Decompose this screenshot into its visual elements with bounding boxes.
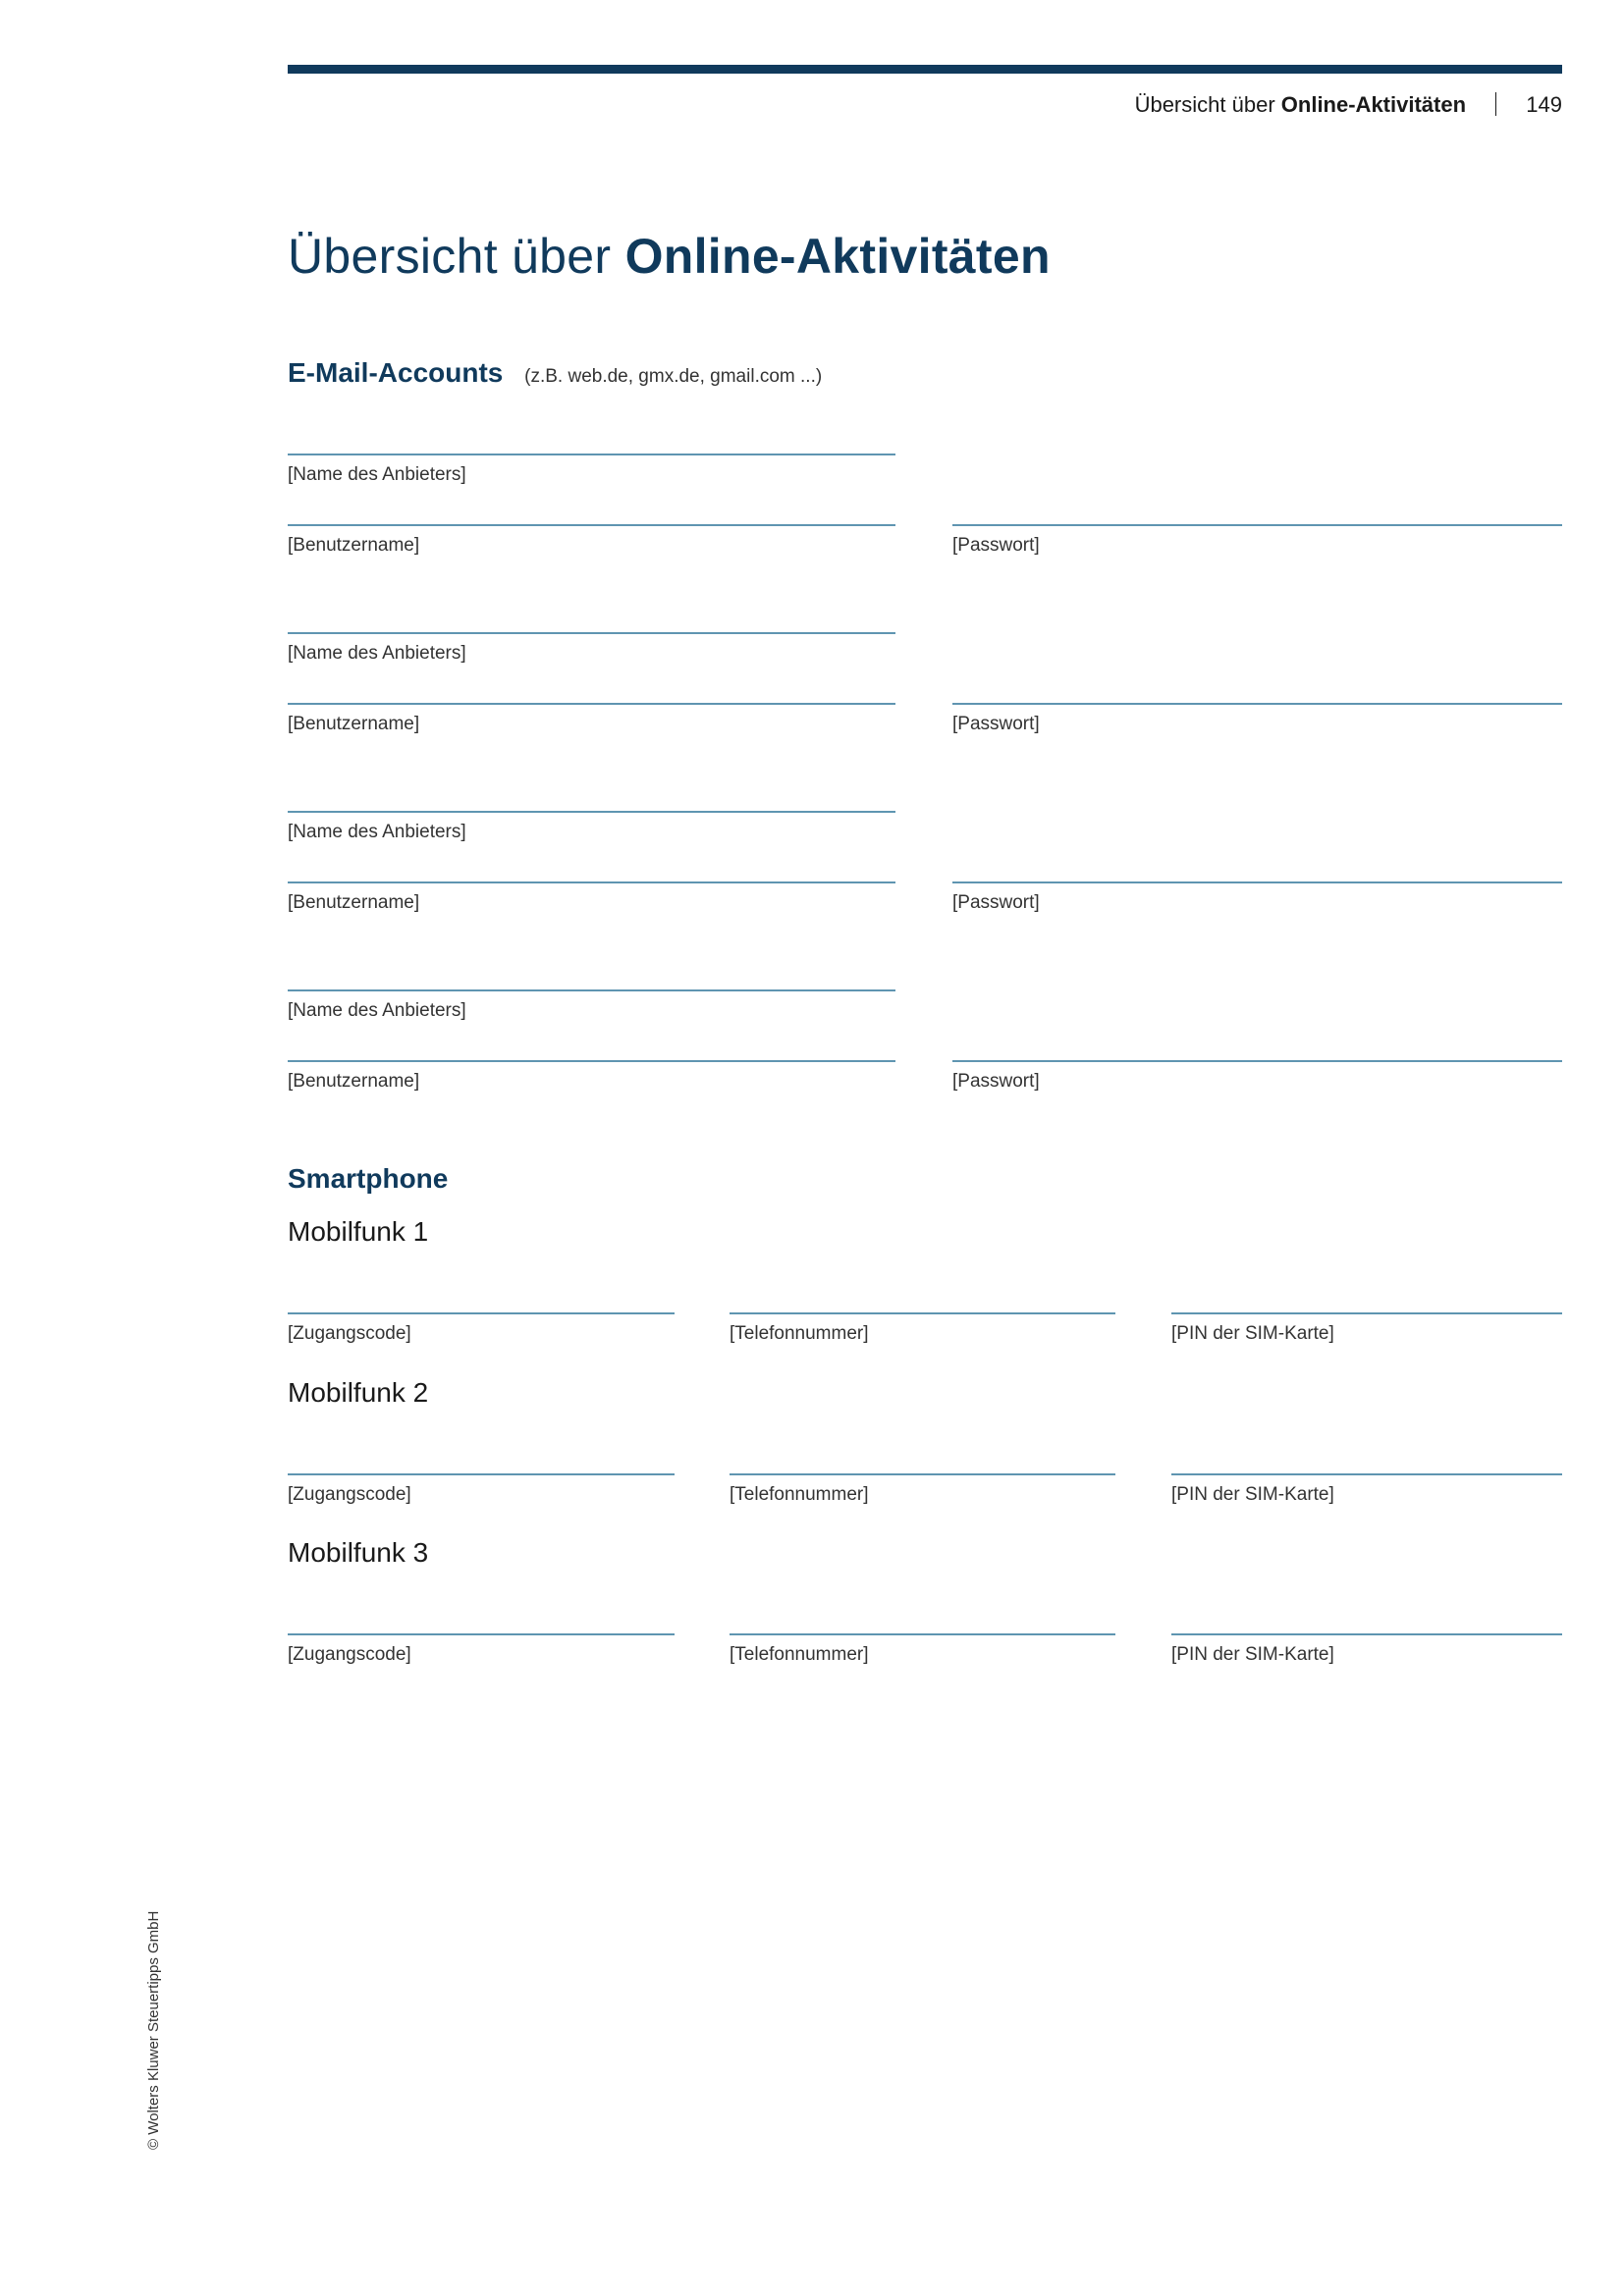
access-code-label: [Zugangscode] — [288, 1644, 411, 1665]
pin-label: [PIN der SIM-Karte] — [1171, 1484, 1334, 1505]
email-4-password-field[interactable] — [952, 1060, 1562, 1093]
mobile-3-pin-field[interactable] — [1171, 1633, 1562, 1666]
write-line — [288, 1633, 675, 1635]
email-1-username-field[interactable] — [288, 524, 895, 557]
mobile-1-access-code-field[interactable] — [288, 1312, 675, 1345]
provider-label: [Name des Anbieters] — [288, 1000, 466, 1021]
top-rule — [288, 65, 1562, 74]
provider-label: [Name des Anbieters] — [288, 643, 466, 664]
email-2-password-field[interactable] — [952, 703, 1562, 735]
write-line — [288, 1060, 895, 1062]
username-label: [Benutzername] — [288, 714, 420, 734]
running-header — [1135, 92, 1562, 118]
email-2-provider-field[interactable] — [288, 632, 895, 665]
password-label: [Passwort] — [952, 714, 1040, 734]
mobile-2-access-code-field[interactable] — [288, 1473, 675, 1506]
write-line — [288, 703, 895, 705]
password-label: [Passwort] — [952, 892, 1040, 913]
write-line — [952, 881, 1562, 883]
mobile-1-pin-field[interactable] — [1171, 1312, 1562, 1345]
write-line — [952, 1060, 1562, 1062]
mobile-2-pin-field[interactable] — [1171, 1473, 1562, 1506]
pin-label: [PIN der SIM-Karte] — [1171, 1644, 1334, 1665]
mobile-contract-3-title: Mobilfunk 3 — [288, 1537, 429, 1568]
copyright-notice: © Wolters Kluwer Steuertipps GmbH — [145, 1910, 162, 2150]
page-number: 149 — [1526, 92, 1562, 117]
header-separator — [1495, 92, 1496, 116]
email-section-heading — [288, 357, 822, 389]
email-3-username-field[interactable] — [288, 881, 895, 914]
write-line — [288, 524, 895, 526]
running-title-regular: Übersicht über — [1134, 92, 1275, 117]
write-line — [288, 1312, 675, 1314]
access-code-label: [Zugangscode] — [288, 1323, 411, 1344]
provider-label: [Name des Anbieters] — [288, 822, 466, 842]
write-line — [288, 454, 895, 455]
email-3-password-field[interactable] — [952, 881, 1562, 914]
write-line — [1171, 1312, 1562, 1314]
page-title — [288, 228, 1051, 285]
password-label: [Passwort] — [952, 535, 1040, 556]
smartphone-section-heading: Smartphone — [288, 1163, 449, 1194]
password-label: [Passwort] — [952, 1071, 1040, 1092]
access-code-label: [Zugangscode] — [288, 1484, 411, 1505]
write-line — [288, 989, 895, 991]
write-line — [288, 1473, 675, 1475]
running-title-bold: Online-Aktivitäten — [1280, 92, 1467, 117]
username-label: [Benutzername] — [288, 892, 420, 913]
provider-label: [Name des Anbieters] — [288, 464, 466, 485]
mobile-2-phone-field[interactable] — [730, 1473, 1115, 1506]
mobile-contract-2-title: Mobilfunk 2 — [288, 1377, 429, 1408]
write-line — [288, 632, 895, 634]
write-line — [730, 1633, 1115, 1635]
write-line — [1171, 1473, 1562, 1475]
mobile-contract-1-title: Mobilfunk 1 — [288, 1216, 429, 1247]
page-title-regular: Übersicht über — [288, 229, 612, 284]
write-line — [1171, 1633, 1562, 1635]
phone-label: [Telefonnummer] — [730, 1323, 869, 1344]
write-line — [288, 811, 895, 813]
write-line — [730, 1312, 1115, 1314]
write-line — [952, 524, 1562, 526]
email-3-provider-field[interactable] — [288, 811, 895, 843]
email-heading-hint: (z.B. web.de, gmx.de, gmail.com ...) — [524, 366, 823, 387]
username-label: [Benutzername] — [288, 1071, 420, 1092]
email-1-provider-field[interactable] — [288, 454, 895, 486]
pin-label: [PIN der SIM-Karte] — [1171, 1323, 1334, 1344]
phone-label: [Telefonnummer] — [730, 1644, 869, 1665]
email-2-username-field[interactable] — [288, 703, 895, 735]
write-line — [952, 703, 1562, 705]
page-title-bold: Online-Aktivitäten — [624, 229, 1051, 284]
write-line — [730, 1473, 1115, 1475]
mobile-1-phone-field[interactable] — [730, 1312, 1115, 1345]
email-heading-text: E-Mail-Accounts — [288, 357, 504, 388]
email-4-username-field[interactable] — [288, 1060, 895, 1093]
username-label: [Benutzername] — [288, 535, 420, 556]
mobile-3-access-code-field[interactable] — [288, 1633, 675, 1666]
phone-label: [Telefonnummer] — [730, 1484, 869, 1505]
mobile-3-phone-field[interactable] — [730, 1633, 1115, 1666]
email-4-provider-field[interactable] — [288, 989, 895, 1022]
write-line — [288, 881, 895, 883]
email-1-password-field[interactable] — [952, 524, 1562, 557]
